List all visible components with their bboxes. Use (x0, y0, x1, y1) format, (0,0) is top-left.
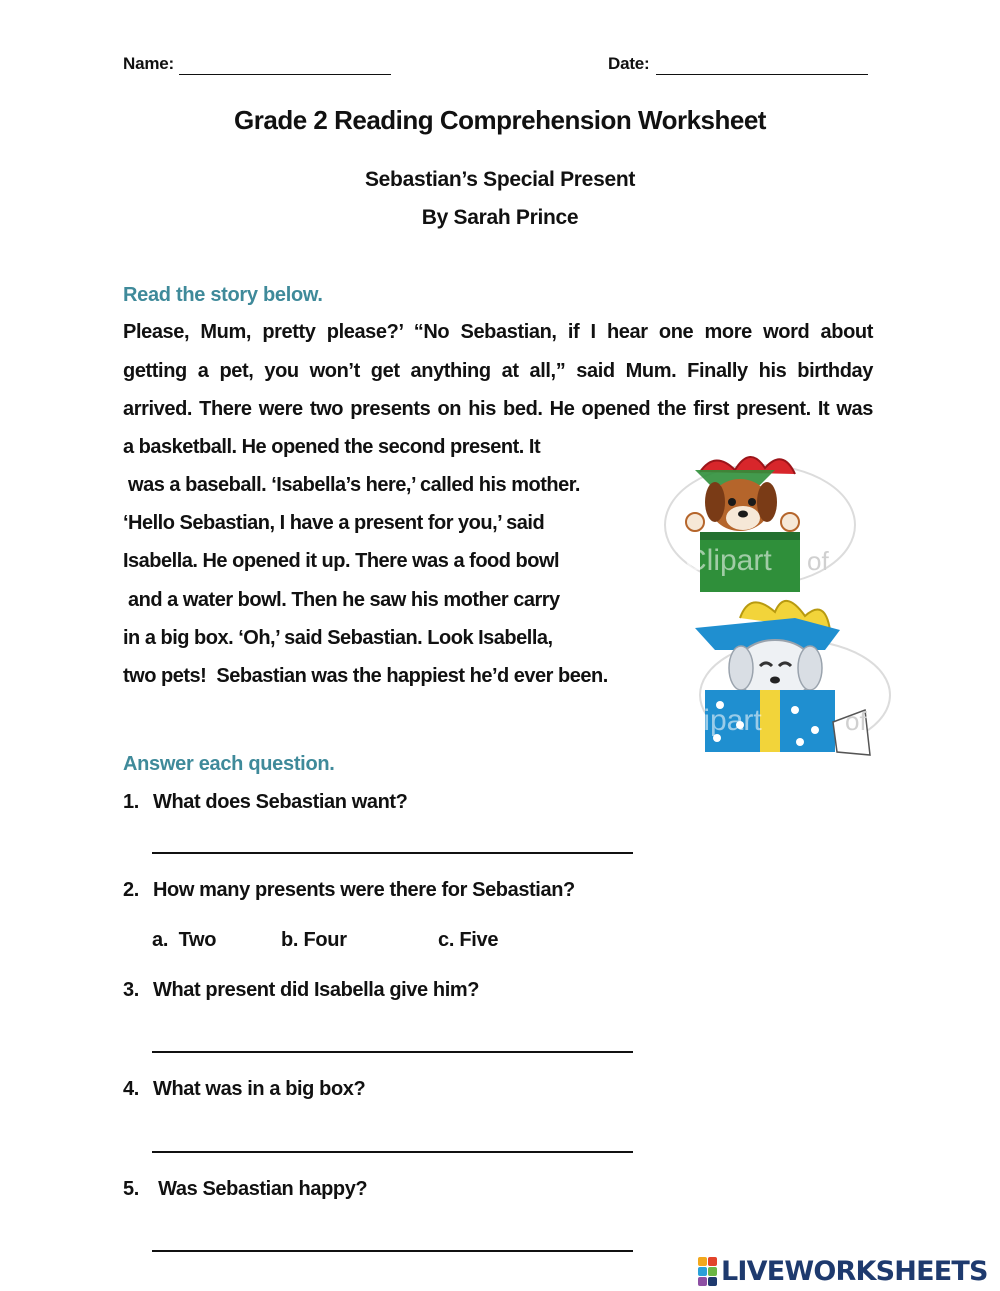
story-line: was a baseball. ‘Isabella’s here,’ called his mother. (123, 474, 580, 496)
story-line: ‘Hello Sebastian, I have a present for you,’ said (123, 512, 545, 534)
story-author: By Sarah Prince (421, 206, 579, 229)
watermark-text: of (845, 706, 867, 736)
story-instruction: Read the story below. (123, 284, 323, 306)
story-line: arrived. There were two presents on his bed. He opened the first present. It was (123, 398, 873, 420)
puppy-eye (748, 498, 756, 506)
answer-line-1[interactable] (152, 852, 633, 854)
puppies-in-gift-boxes-illustration (655, 440, 895, 760)
story-line: two pets! Sebastian was the happiest he’d ever been. (123, 665, 608, 687)
option-text: Four (303, 929, 347, 951)
puppy-paw (781, 513, 799, 531)
name-field[interactable] (179, 74, 391, 75)
story-line: Please, Mum, pretty please?’ “No Sebastian, if I hear one more word about (123, 321, 873, 343)
yellow-ribbon (760, 690, 780, 752)
story-line: in a big box. ‘Oh,’ said Sebastian. Look Isabella, (123, 627, 553, 649)
polka-dot (796, 738, 804, 746)
logo-square (708, 1257, 717, 1266)
question-number: 4. (123, 1078, 139, 1100)
story-line: getting a pet, you won’t get anything at all,” said Mum. Finally his birthday (123, 360, 873, 382)
story-line: a basketball. He opened the second present. It (123, 436, 541, 458)
logo-mark-icon (698, 1257, 717, 1286)
green-box-rim (700, 532, 800, 540)
name-label: Name: (123, 54, 174, 73)
option-letter: c. (438, 929, 455, 951)
question-text: What does Sebastian want? (153, 791, 408, 813)
question-5 (123, 1178, 367, 1201)
logo-square (708, 1277, 717, 1286)
date-label: Date: (608, 54, 650, 73)
question-text: Was Sebastian happy? (153, 1178, 368, 1200)
option-a[interactable] (152, 929, 216, 952)
watermark-text: Clipart (675, 704, 762, 737)
question-text: What was in a big box? (153, 1078, 366, 1100)
question-2 (123, 879, 575, 902)
puppy-paw (686, 513, 704, 531)
puppy-nose (738, 511, 748, 518)
answer-line-3[interactable] (152, 1051, 633, 1053)
question-text: What present did Isabella give him? (153, 979, 480, 1001)
white-puppy-nose (770, 677, 780, 684)
option-b[interactable] (281, 929, 347, 952)
puppy-eye (728, 498, 736, 506)
story-title: Sebastian’s Special Present (364, 168, 636, 191)
polka-dot (791, 706, 799, 714)
logo-square (698, 1277, 707, 1286)
page-title: Grade 2 Reading Comprehension Worksheet (234, 105, 766, 135)
puppy-muzzle (726, 506, 760, 530)
polka-dot (811, 726, 819, 734)
white-puppy-ear (798, 646, 822, 690)
logo-square (698, 1257, 707, 1266)
option-c[interactable] (438, 929, 498, 952)
option-letter: a. (152, 929, 169, 951)
white-puppy-ear (729, 646, 753, 690)
option-text: Five (459, 929, 499, 951)
question-1 (123, 791, 407, 814)
puppy-ear (705, 482, 725, 522)
date-field[interactable] (656, 74, 868, 75)
watermark-text: Clipart (685, 544, 772, 577)
option-text: Two (178, 929, 217, 951)
answer-line-5[interactable] (152, 1250, 633, 1252)
answer-line-4[interactable] (152, 1151, 633, 1153)
liveworksheets-logo[interactable] (698, 1256, 988, 1286)
story-line: Isabella. He opened it up. There was a food bowl (123, 550, 560, 572)
watermark-text: of (807, 546, 829, 576)
logo-square (698, 1267, 707, 1276)
question-text: How many presents were there for Sebastian? (153, 879, 575, 901)
question-number: 5. (123, 1178, 139, 1200)
question-4 (123, 1078, 365, 1101)
questions-instruction: Answer each question. (123, 753, 335, 775)
logo-square (708, 1267, 717, 1276)
story-line: and a water bowl. Then he saw his mother carry (123, 589, 560, 611)
puppy-ear (757, 482, 777, 522)
question-number: 1. (123, 791, 139, 813)
option-letter: b. (281, 929, 299, 951)
question-number: 3. (123, 979, 139, 1001)
question-3 (123, 979, 479, 1002)
logo-text: LIVEWORKSHEETS (721, 1255, 988, 1287)
question-number: 2. (123, 879, 139, 901)
